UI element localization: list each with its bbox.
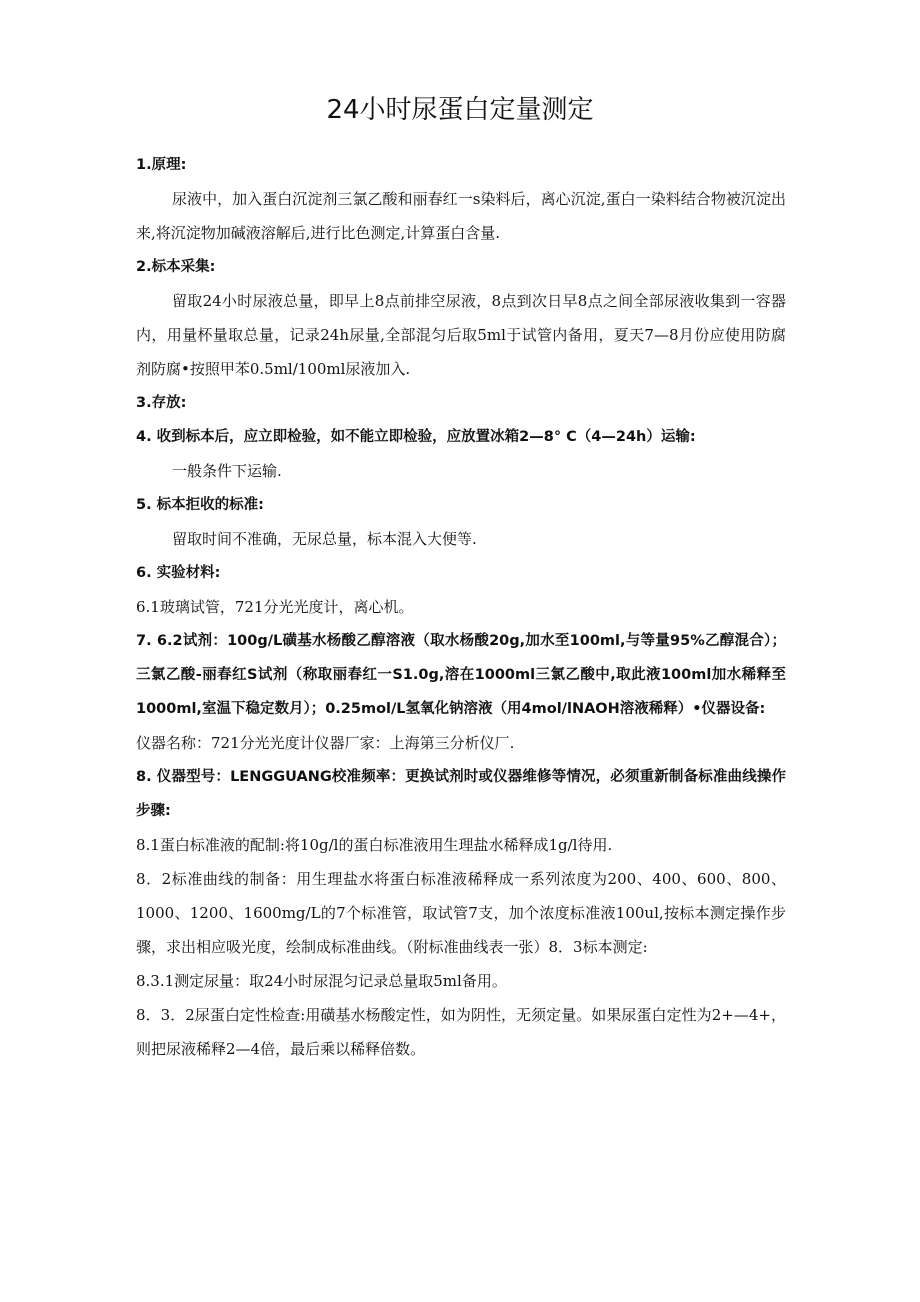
- section-5-heading: 5. 标本拒收的标准:: [136, 497, 264, 513]
- section-8-3-2: 8．3．2尿蛋白定性检查:用磺基水杨酸定性，如为阴性，无须定量。如果尿蛋白定性为2+—4+，则把尿液稀释2—4倍，最后乘以稀释倍数。: [136, 1006, 786, 1058]
- section-2-body: 留取24小时尿液总量，即早上8点前排空尿液，8点到次日早8点之间全部尿液收集到一容器内，用量杯量取总量，记录24h尿量,全部混匀后取5ml于试管内备用，夏天7—8月份应使用防腐剂防腐•按照甲苯0.5ml/100ml尿液加入.: [136, 292, 786, 378]
- document-title: 24小时尿蛋白定量测定: [326, 95, 594, 125]
- section-4-heading: 4. 收到标本后，应立即检验，如不能立即检验，应放置冰箱2—8° C（4—24h）运输:: [136, 429, 696, 445]
- section-6-heading: 6. 实验材料:: [136, 565, 221, 581]
- section-3-heading: 3.存放:: [136, 395, 187, 411]
- section-7-heading: 7. 6.2试剂：100g/L磺基水杨酸乙醇溶液（取水杨酸20g,加水至100ml,与等量95%乙醇混合）；三氯乙酸-丽春红S试剂（称取丽春红一S1.0g,溶在1000ml三氯乙酸中,取此液100ml加水稀释至1000ml,室温下稳定数月）；0.25mol/L氢氧化钠溶液（用4mol/lNAOH溶液稀释）•仪器设备:: [136, 633, 786, 717]
- section-1-body: 尿液中，加入蛋白沉淀剂三氯乙酸和丽春红一s染料后，离心沉淀,蛋白一染料结合物被沉淀出来,将沉淀物加碱液溶解后,进行比色测定,计算蛋白含量.: [136, 190, 786, 242]
- section-8-3-1: 8.3.1测定尿量：取24小时尿混匀记录总量取5ml备用。: [136, 972, 507, 990]
- section-5-body: 留取时间不准确，无尿总量，标本混入大便等.: [172, 530, 477, 548]
- section-8-2: 8．2标准曲线的制备：用生理盐水将蛋白标准液稀释成一系列浓度为200、400、600、800、1000、1200、1600mg/L的7个标准管，取试管7支，加个浓度标准液100ul,按标本测定操作步骤，求出相应吸光度，绘制成标准曲线。（附标准曲线表一张）8．3标本测定:: [136, 870, 786, 956]
- section-6-body: 6.1玻璃试管，721分光光度计，离心机。: [136, 598, 414, 616]
- section-1-heading: 1.原理:: [136, 157, 187, 173]
- section-7-body: 仪器名称：721分光光度计仪器厂家：上海第三分析仪厂.: [136, 734, 515, 752]
- section-2-heading: 2.标本采集:: [136, 259, 216, 275]
- section-4-body: 一般条件下运输.: [172, 462, 282, 480]
- document-body: [136, 148, 786, 1066]
- section-8-1: 8.1蛋白标准液的配制:将10g/l的蛋白标准液用生理盐水稀释成1g/l待用.: [136, 836, 613, 854]
- section-8-heading: 8. 仪器型号：LENGGUANG校准频率：更换试剂时或仪器维修等情况，必须重新制备标准曲线操作步骤:: [136, 769, 786, 819]
